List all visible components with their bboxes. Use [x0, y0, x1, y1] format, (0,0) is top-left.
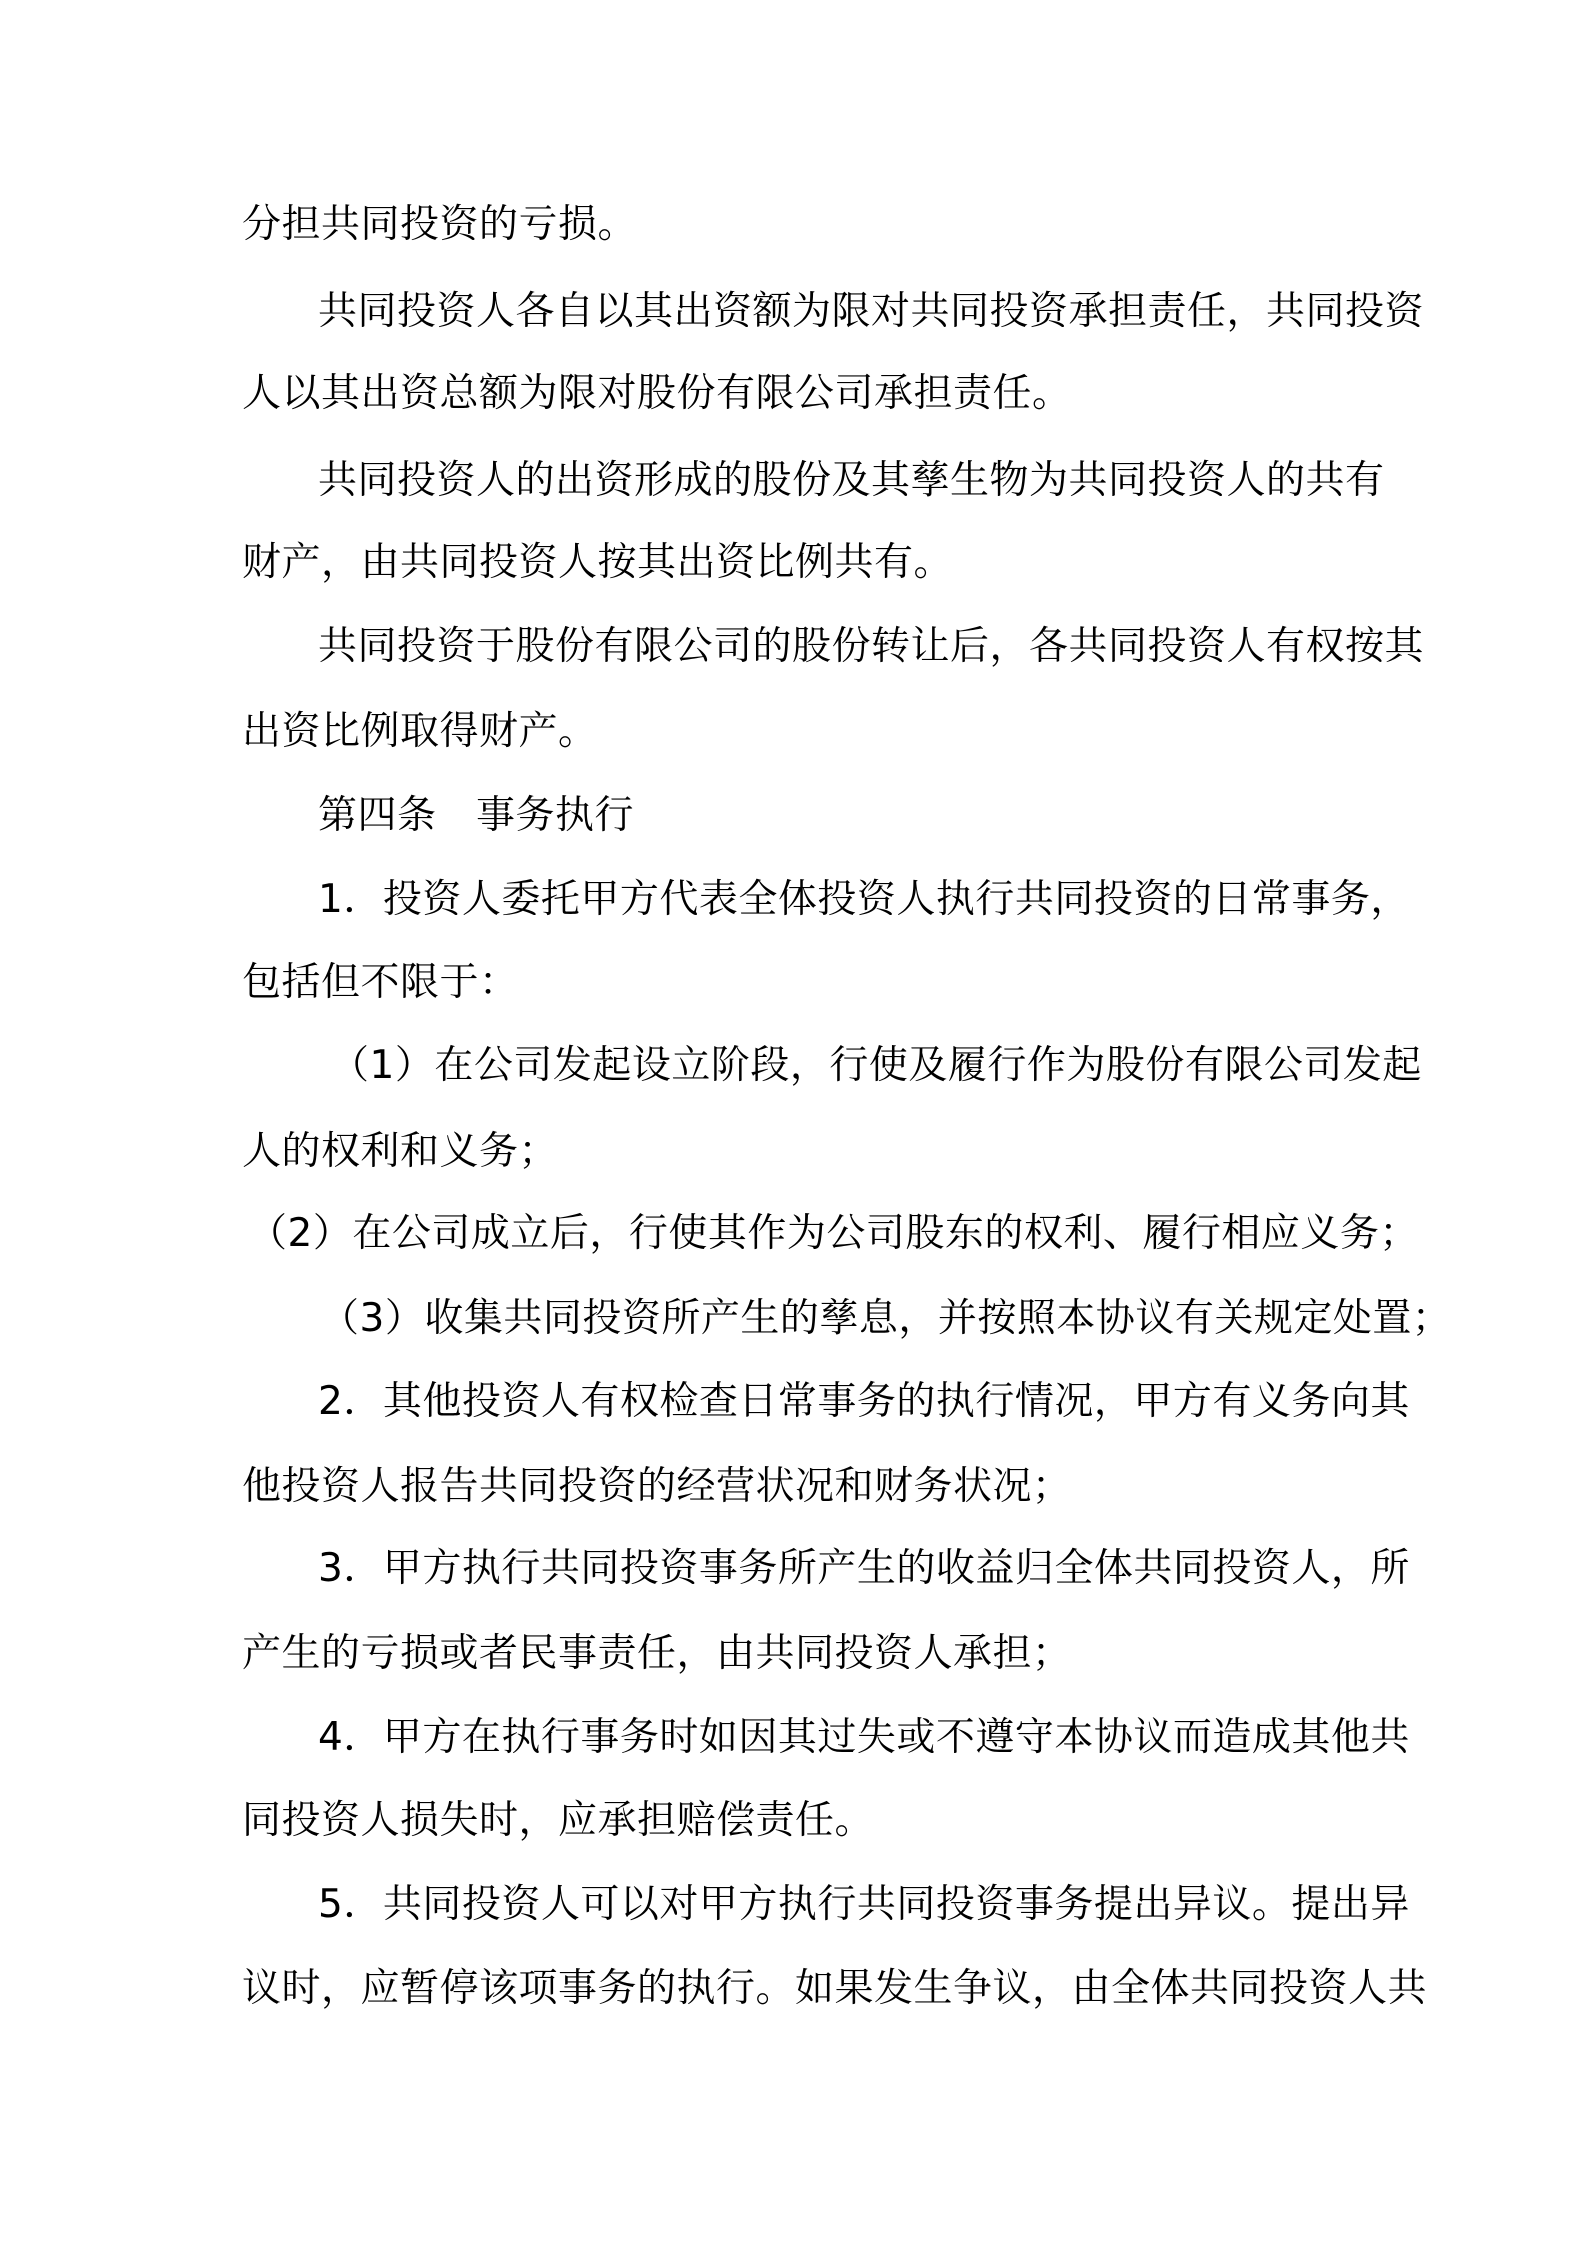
- text-line: 分担共同投资的亏损。: [242, 202, 638, 247]
- section-heading: 第四条 事务执行: [318, 793, 635, 838]
- text-line: 人以其出资总额为限对股份有限公司承担责任。: [242, 371, 1072, 416]
- text-line: 1．投资人委托甲方代表全体投资人执行共同投资的日常事务，: [318, 877, 1410, 922]
- text-line: （1）在公司发起设立阶段，行使及履行作为股份有限公司发起: [330, 1043, 1422, 1088]
- text-line: 5．共同投资人可以对甲方执行共同投资事务提出异议。提出异: [318, 1882, 1410, 1927]
- text-line: 财产，由共同投资人按其出资比例共有。: [242, 540, 954, 585]
- text-line: 他投资人报告共同投资的经营状况和财务状况；: [242, 1464, 1072, 1509]
- text-line: （2）在公司成立后，行使其作为公司股东的权利、履行相应义务；: [248, 1211, 1419, 1256]
- text-line: 议时，应暂停该项事务的执行。如果发生争议，由全体共同投资人共: [242, 1966, 1428, 2011]
- text-line: （3）收集共同投资所产生的孳息，并按照本协议有关规定处置；: [320, 1296, 1452, 1341]
- text-line: 产生的亏损或者民事责任，由共同投资人承担；: [242, 1631, 1072, 1676]
- text-line: 共同投资于股份有限公司的股份转让后，各共同投资人有权按其: [318, 624, 1425, 669]
- text-line: 2．其他投资人有权检查日常事务的执行情况，甲方有义务向其: [318, 1379, 1410, 1424]
- text-line: 共同投资人各自以其出资额为限对共同投资承担责任，共同投资: [318, 289, 1425, 334]
- text-line: 同投资人损失时，应承担赔偿责任。: [242, 1798, 875, 1843]
- text-line: 出资比例取得财产。: [242, 709, 598, 754]
- text-line: 包括但不限于：: [242, 960, 519, 1005]
- text-line: 3．甲方执行共同投资事务所产生的收益归全体共同投资人，所: [318, 1546, 1410, 1591]
- text-line: 共同投资人的出资形成的股份及其孳生物为共同投资人的共有: [318, 458, 1385, 503]
- text-line: 人的权利和义务；: [242, 1129, 559, 1174]
- text-line: 4．甲方在执行事务时如因其过失或不遵守本协议而造成其他共: [318, 1715, 1410, 1760]
